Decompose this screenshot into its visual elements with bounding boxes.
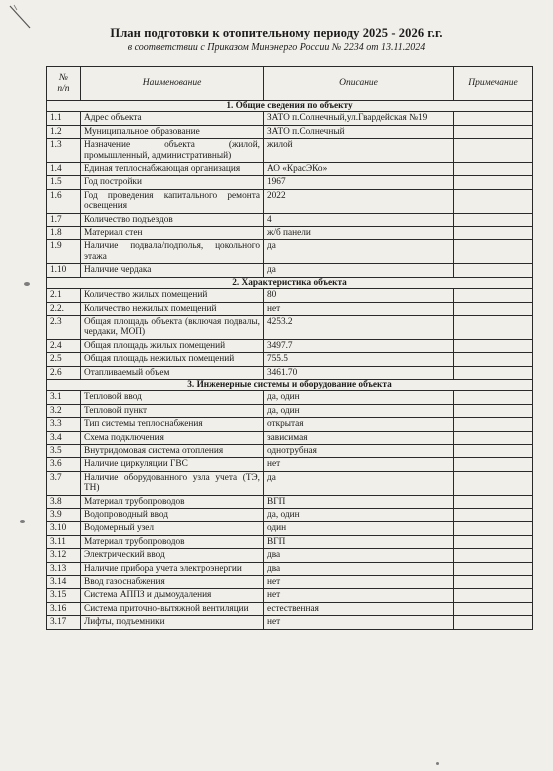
row-number: 1.3 bbox=[47, 139, 81, 163]
table-row bbox=[47, 112, 533, 125]
row-description: открытая bbox=[264, 418, 454, 431]
row-description: да, один bbox=[264, 391, 454, 404]
row-description: два bbox=[264, 549, 454, 562]
row-name: Муниципальное образование bbox=[81, 125, 264, 138]
row-note bbox=[454, 431, 533, 444]
row-number: 3.4 bbox=[47, 431, 81, 444]
row-description: один bbox=[264, 522, 454, 535]
document-title: План подготовки к отопительному периоду 2025 - 2026 г.г. bbox=[110, 26, 443, 40]
row-description: нет bbox=[264, 589, 454, 602]
row-name: Единая теплоснабжающая организация bbox=[81, 163, 264, 176]
row-description: да, один bbox=[264, 404, 454, 417]
header-num bbox=[47, 67, 81, 101]
row-number: 3.17 bbox=[47, 616, 81, 629]
row-name: Схема подключения bbox=[81, 431, 264, 444]
table-row bbox=[47, 418, 533, 431]
row-description: нет bbox=[264, 616, 454, 629]
table-row bbox=[47, 264, 533, 277]
scan-speck bbox=[20, 520, 25, 523]
row-number: 2.2. bbox=[47, 302, 81, 315]
row-note bbox=[454, 589, 533, 602]
row-note bbox=[454, 602, 533, 615]
scan-speck bbox=[436, 762, 439, 765]
row-description: да bbox=[264, 264, 454, 277]
row-note bbox=[454, 576, 533, 589]
row-description: нет bbox=[264, 576, 454, 589]
row-note bbox=[454, 391, 533, 404]
scan-speck bbox=[24, 282, 30, 286]
row-name: Адрес объекта bbox=[81, 112, 264, 125]
row-description: однотрубная bbox=[264, 444, 454, 457]
table-row bbox=[47, 339, 533, 352]
row-number: 3.12 bbox=[47, 549, 81, 562]
row-note bbox=[454, 616, 533, 629]
row-note bbox=[454, 458, 533, 471]
section-title: 2. Характеристика объекта bbox=[47, 277, 533, 288]
table-row bbox=[47, 315, 533, 339]
section-title: 1. Общие сведения по объекту bbox=[47, 101, 533, 112]
row-description: ЗАТО п.Солнечный,ул.Гвардейская №19 bbox=[264, 112, 454, 125]
row-note bbox=[454, 189, 533, 213]
row-description: нет bbox=[264, 458, 454, 471]
row-description: 4 bbox=[264, 213, 454, 226]
row-note bbox=[454, 289, 533, 302]
row-number: 1.9 bbox=[47, 240, 81, 264]
row-number: 3.14 bbox=[47, 576, 81, 589]
row-description: 3497.7 bbox=[264, 339, 454, 352]
table-row bbox=[47, 176, 533, 189]
row-description: да bbox=[264, 240, 454, 264]
row-name: Наличие подвала/подполья, цокольного этажа bbox=[81, 240, 264, 264]
row-name: Тепловой ввод bbox=[81, 391, 264, 404]
row-description: нет bbox=[264, 302, 454, 315]
plan-table bbox=[46, 66, 533, 630]
row-name: Ввод газоснабжения bbox=[81, 576, 264, 589]
row-name: Наличие прибора учета электроэнергии bbox=[81, 562, 264, 575]
row-name: Тепловой пункт bbox=[81, 404, 264, 417]
row-name: Количество подъездов bbox=[81, 213, 264, 226]
table-row bbox=[47, 602, 533, 615]
row-note bbox=[454, 471, 533, 495]
row-number: 1.5 bbox=[47, 176, 81, 189]
row-note bbox=[454, 509, 533, 522]
row-number: 1.4 bbox=[47, 163, 81, 176]
row-number: 2.6 bbox=[47, 366, 81, 379]
row-number: 3.7 bbox=[47, 471, 81, 495]
row-note bbox=[454, 227, 533, 240]
row-number: 3.5 bbox=[47, 444, 81, 457]
row-number: 3.9 bbox=[47, 509, 81, 522]
row-note bbox=[454, 418, 533, 431]
table-row bbox=[47, 227, 533, 240]
table-row bbox=[47, 366, 533, 379]
row-number: 2.5 bbox=[47, 353, 81, 366]
row-name: Количество жилых помещений bbox=[81, 289, 264, 302]
row-note bbox=[454, 562, 533, 575]
row-note bbox=[454, 176, 533, 189]
row-number: 1.2 bbox=[47, 125, 81, 138]
row-note bbox=[454, 302, 533, 315]
row-note bbox=[454, 353, 533, 366]
row-name: Количество нежилых помещений bbox=[81, 302, 264, 315]
row-note bbox=[454, 339, 533, 352]
section-header-row bbox=[47, 379, 533, 390]
row-description: 2022 bbox=[264, 189, 454, 213]
row-number: 3.6 bbox=[47, 458, 81, 471]
header-desc: Описание bbox=[264, 67, 454, 101]
row-name: Лифты, подъемники bbox=[81, 616, 264, 629]
table-row bbox=[47, 431, 533, 444]
row-note bbox=[454, 404, 533, 417]
row-number: 3.2 bbox=[47, 404, 81, 417]
row-name: Материал трубопроводов bbox=[81, 495, 264, 508]
row-name: Назначение объекта (жилой, промышленный, административный) bbox=[81, 139, 264, 163]
row-name: Материал стен bbox=[81, 227, 264, 240]
row-number: 1.10 bbox=[47, 264, 81, 277]
row-name: Система АППЗ и дымоудаления bbox=[81, 589, 264, 602]
row-name: Внутридомовая система отопления bbox=[81, 444, 264, 457]
row-name: Электрический ввод bbox=[81, 549, 264, 562]
row-name: Год проведения капитального ремонта освещения bbox=[81, 189, 264, 213]
row-name: Общая площадь жилых помещений bbox=[81, 339, 264, 352]
row-description: жилой bbox=[264, 139, 454, 163]
table-row bbox=[47, 302, 533, 315]
row-description: 1967 bbox=[264, 176, 454, 189]
row-note bbox=[454, 315, 533, 339]
row-number: 1.7 bbox=[47, 213, 81, 226]
row-number: 2.4 bbox=[47, 339, 81, 352]
table-row bbox=[47, 189, 533, 213]
row-description: АО «КрасЭКо» bbox=[264, 163, 454, 176]
row-name: Общая площадь нежилых помещений bbox=[81, 353, 264, 366]
row-number: 3.13 bbox=[47, 562, 81, 575]
row-note bbox=[454, 139, 533, 163]
header-num-part: п/п bbox=[57, 83, 70, 94]
header-note: Примечание bbox=[454, 67, 533, 101]
header-num-part: № bbox=[59, 73, 68, 84]
row-description: зависимая bbox=[264, 431, 454, 444]
table-row bbox=[47, 549, 533, 562]
table-row bbox=[47, 616, 533, 629]
table-row bbox=[47, 509, 533, 522]
row-note bbox=[454, 522, 533, 535]
table-row bbox=[47, 589, 533, 602]
row-description: два bbox=[264, 562, 454, 575]
row-number: 3.10 bbox=[47, 522, 81, 535]
row-note bbox=[454, 240, 533, 264]
table-row bbox=[47, 576, 533, 589]
row-number: 2.1 bbox=[47, 289, 81, 302]
row-name: Тип системы теплоснабжения bbox=[81, 418, 264, 431]
row-note bbox=[454, 549, 533, 562]
row-number: 3.11 bbox=[47, 535, 81, 548]
row-description: 3461.70 bbox=[264, 366, 454, 379]
row-number: 1.8 bbox=[47, 227, 81, 240]
row-name: Водопроводный ввод bbox=[81, 509, 264, 522]
row-description: 755.5 bbox=[264, 353, 454, 366]
row-number: 1.1 bbox=[47, 112, 81, 125]
row-number: 3.8 bbox=[47, 495, 81, 508]
row-number: 3.16 bbox=[47, 602, 81, 615]
table-row bbox=[47, 562, 533, 575]
table-row bbox=[47, 522, 533, 535]
section-header-row bbox=[47, 277, 533, 288]
row-description: ВГП bbox=[264, 495, 454, 508]
row-name: Отапливаемый объем bbox=[81, 366, 264, 379]
table-row bbox=[47, 213, 533, 226]
table-row bbox=[47, 163, 533, 176]
table-row bbox=[47, 139, 533, 163]
row-name: Год постройки bbox=[81, 176, 264, 189]
row-number: 2.3 bbox=[47, 315, 81, 339]
row-name: Наличие оборудованного узла учета (ТЭ, ТН) bbox=[81, 471, 264, 495]
section-header-row bbox=[47, 101, 533, 112]
document-subtitle: в соответствии с Приказом Минэнерго России № 2234 от 13.11.2024 bbox=[127, 42, 426, 53]
row-description: ж/б панели bbox=[264, 227, 454, 240]
table-row bbox=[47, 353, 533, 366]
table-header-row bbox=[47, 67, 533, 101]
table-row bbox=[47, 391, 533, 404]
row-description: ВГП bbox=[264, 535, 454, 548]
row-name: Общая площадь объекта (включая подвалы, чердаки, МОП) bbox=[81, 315, 264, 339]
row-name: Материал трубопроводов bbox=[81, 535, 264, 548]
row-description: ЗАТО п.Солнечный bbox=[264, 125, 454, 138]
row-description: естественная bbox=[264, 602, 454, 615]
header-name: Наименование bbox=[81, 67, 264, 101]
row-number: 3.15 bbox=[47, 589, 81, 602]
section-title: 3. Инженерные системы и оборудование объекта bbox=[47, 379, 533, 390]
table-row bbox=[47, 458, 533, 471]
row-number: 3.3 bbox=[47, 418, 81, 431]
row-description: да bbox=[264, 471, 454, 495]
row-note bbox=[454, 264, 533, 277]
row-number: 3.1 bbox=[47, 391, 81, 404]
row-note bbox=[454, 125, 533, 138]
table-row bbox=[47, 125, 533, 138]
row-name: Наличие чердака bbox=[81, 264, 264, 277]
row-number: 1.6 bbox=[47, 189, 81, 213]
row-name: Система приточно-вытяжной вентиляции bbox=[81, 602, 264, 615]
row-note bbox=[454, 366, 533, 379]
row-description: да, один bbox=[264, 509, 454, 522]
row-note bbox=[454, 112, 533, 125]
table-row bbox=[47, 444, 533, 457]
table-row bbox=[47, 495, 533, 508]
row-note bbox=[454, 213, 533, 226]
table-row bbox=[47, 404, 533, 417]
row-note bbox=[454, 495, 533, 508]
row-description: 80 bbox=[264, 289, 454, 302]
row-name: Водомерный узел bbox=[81, 522, 264, 535]
row-note bbox=[454, 535, 533, 548]
table-row bbox=[47, 289, 533, 302]
row-description: 4253.2 bbox=[264, 315, 454, 339]
table-row bbox=[47, 535, 533, 548]
row-note bbox=[454, 163, 533, 176]
row-name: Наличие циркуляции ГВС bbox=[81, 458, 264, 471]
row-note bbox=[454, 444, 533, 457]
table-row bbox=[47, 240, 533, 264]
table-row bbox=[47, 471, 533, 495]
